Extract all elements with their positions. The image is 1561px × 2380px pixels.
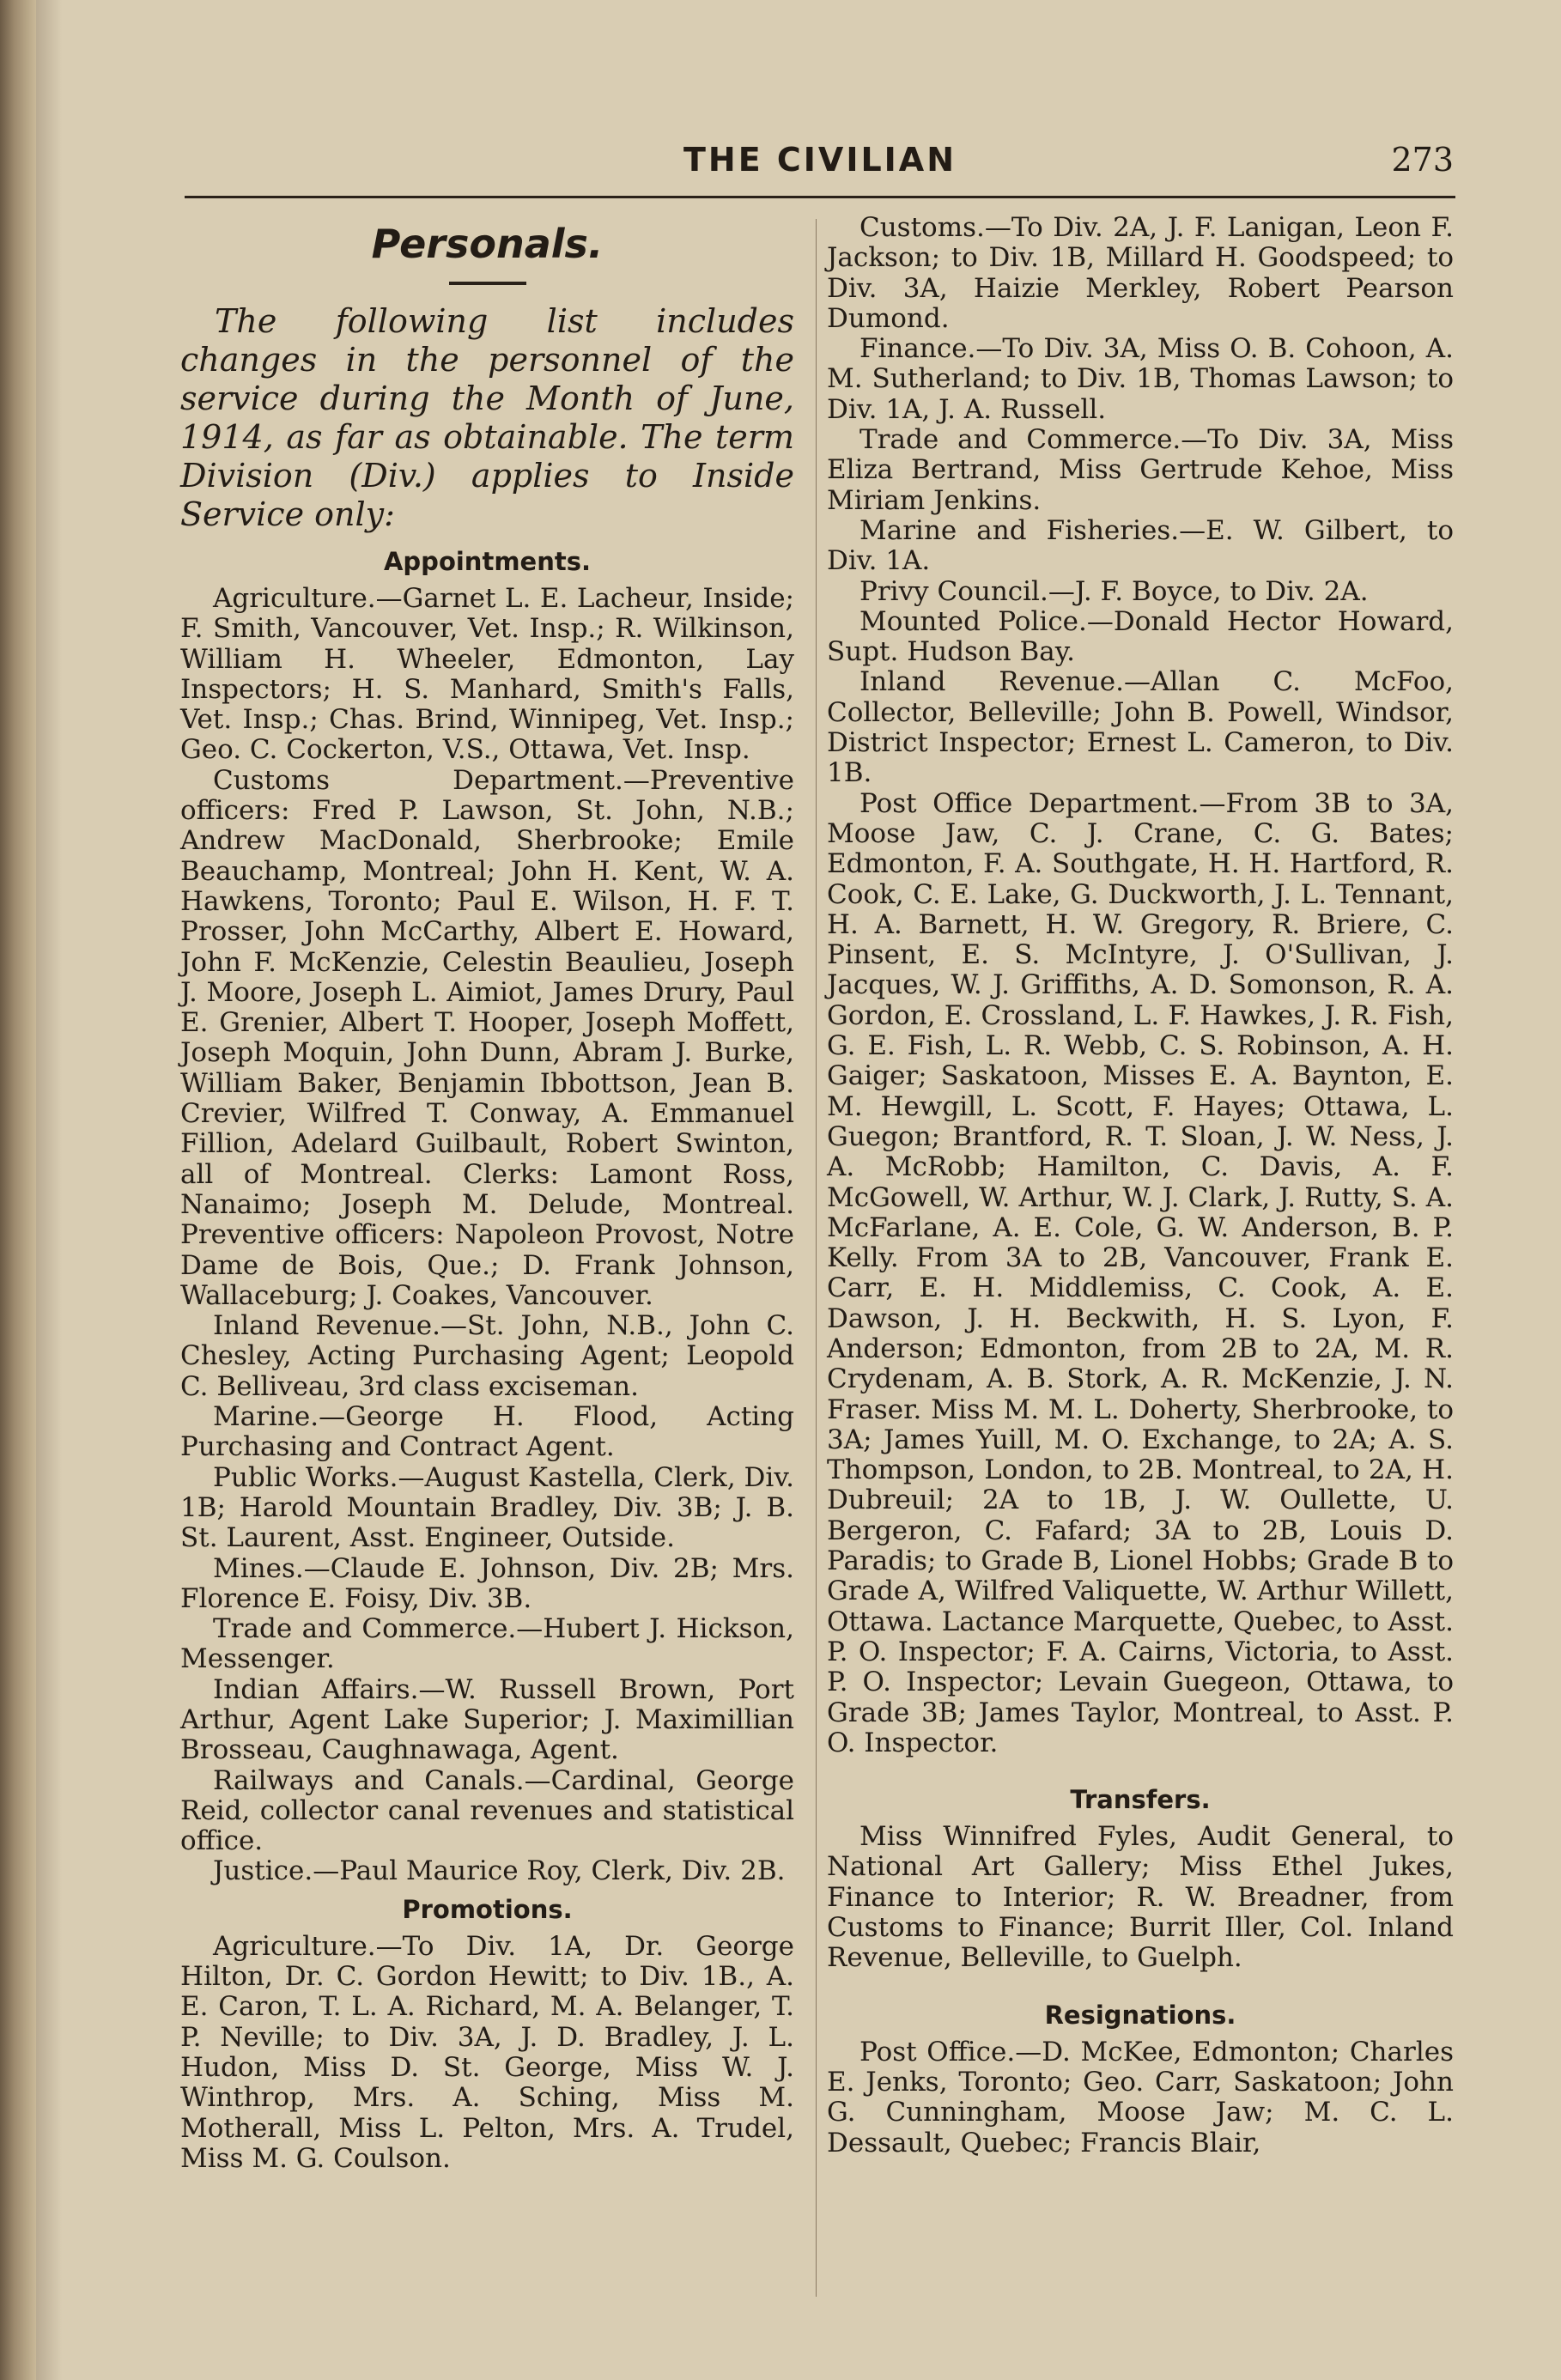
appointment-justice: Justice.—Paul Maurice Roy, Clerk, Div. 2B. bbox=[213, 1855, 786, 1887]
page-header bbox=[185, 139, 1455, 184]
promotion-mounted-police: Mounted Police.—Donald Hector Howard, Supt. Hudson Bay. bbox=[827, 605, 1454, 668]
transfers-heading: Transfers. bbox=[1070, 1785, 1211, 1815]
transfers-paragraph: Miss Winnifred Fyles, Audit General, to National Art Gallery; Miss Ethel Jukes, Finance to Interior; R. W. Breadner, from Customs to Finance; Burrit Iller, Col. Inland Revenue, Belleville, to Guelph. bbox=[827, 1821, 1454, 1974]
appointment-trade-commerce: Trade and Commerce.—Hubert J. Hickson, Messenger. bbox=[180, 1613, 794, 1675]
promotion-inland-revenue: Inland Revenue.—Allan C. McFoo, Collector, Belleville; John B. Powell, Windsor, District Inspector; Ernest L. Cameron, to Div. 1B. bbox=[827, 666, 1454, 789]
promotion-post-office: Post Office Department.—From 3B to 3A, Moose Jaw, C. J. Crane, C. G. Bates; Edmonton, F. A. Southgate, H. H. Hartford, R. Cook, C. E. Lake, G. Duckworth, J. L. Tennant, H. A. Barnett, H. W. Gregory, R. Briere, C. Pinsent, E. S. McIntyre, J. O'Sullivan, J. Jacques, W. J. Griffiths, A. D. Somonson, R. A. Gordon, E. Crossland, L. F. Hawkes, J. R. Fish, G. E. Fish, L. R. Webb, C. S. Robinson, A. H. Gaiger; Saskatoon, Misses E. A. Baynton, E. M. Hewgill, L. Scott, F. Hayes; Ottawa, L. Guegon; Brantford, R. T. Sloan, J. W. Ness, J. A. McRobb; Hamilton, C. Davis, A. F. McGowell, W. Arthur, W. J. Clark, J. Rutty, S. A. McFarlane, A. E. Cole, G. W. Anderson, B. P. Kelly. From 3A to 2B, Vancouver, Frank E. Carr, E. H. Middlemiss, C. Cook, A. E. Dawson, J. H. Beckwith, H. S. Lyon, F. Anderson; Edmonton, from 2B to 2A, M. R. Crydenam, A. B. Stork, A. R. McKenzie, J. N. Fraser. Miss M. M. L. Doherty, Sherbrooke, to 3A; James Yuill, M. O. Exchange, to 2A; A. S. Thompson, London, to 2B. Montreal, to 2A, H. Dubreuil; 2A to 1B, J. W. Oullette, U. Bergeron, C. Fafard; 3A to 2B, Louis D. Paradis; to Grade B, Lionel Hobbs; Grade B to Grade A, Wilfred Valiquette, W. Arthur Willett, Ottawa. Lactance Marquette, Quebec, to Asst. P. O. Inspector; F. A. Cairns, Victoria, to Asst. P. O. Inspector; Levain Guegeon, Ottawa, to Grade 3B; James Taylor, Montreal, to Asst. P. O. Inspector. bbox=[827, 787, 1454, 1758]
appointment-agriculture: Agriculture.—Garnet L. E. Lacheur, Inside; F. Smith, Vancouver, Vet. Insp.; R. Wilkinson, William H. Wheeler, Edmonton, Lay Inspectors; H. S. Manhard, Smith's Falls, Vet. Insp.; Chas. Brind, Winnipeg, Vet. Insp.; Geo. C. Cockerton, V.S., Ottawa, Vet. Insp. bbox=[180, 583, 794, 766]
promotion-trade-commerce: Trade and Commerce.—To Div. 3A, Miss Eliza Bertrand, Miss Gertrude Kehoe, Miss Miriam Jenkins. bbox=[827, 424, 1454, 516]
promotion-customs: Customs.—To Div. 2A, J. F. Lanigan, Leon F. Jackson; to Div. 1B, Millard H. Goodspeed; to Div. 3A, Haizie Merkley, Robert Pearson Dumond. bbox=[827, 212, 1454, 334]
page-number: 273 bbox=[1391, 141, 1454, 179]
section-gap bbox=[827, 1758, 1454, 1777]
appointment-customs: Customs Department.—Preventive officers: Fred P. Lawson, St. John, N.B.; Andrew MacDonald, Sherbrooke; Emile Beauchamp, Montreal; John H. Kent, W. A. Hawkens, Toronto; Paul E. Wilson, H. F. T. Prosser, John McCarthy, Albert E. Howard, John F. McKenzie, Celestin Beaulieu, Joseph J. Moore, Joseph L. Aimiot, James Drury, Paul E. Grenier, Albert T. Hooper, Joseph Moffett, Joseph Moquin, John Dunn, Abram J. Burke, William Baker, Benjamin Ibbottson, Jean B. Crevier, Wilfred T. Conway, A. Emmanuel Fillion, Adelard Guilbault, Robert Swinton, all of Montreal. Clerks: Lamont Ross, Nanaimo; Joseph M. Delude, Montreal. Preventive officers: Napoleon Provost, Notre Dame de Bois, Que.; D. Frank Johnson, Wallaceburg; J. Coakes, Vancouver. bbox=[180, 764, 794, 1311]
right-column bbox=[827, 213, 1454, 2158]
promotions-heading: Promotions. bbox=[402, 1894, 573, 1924]
appointment-inland-revenue: Inland Revenue.—St. John, N.B., John C. Chesley, Acting Purchasing Agent; Leopold C. Belliveau, 3rd class exciseman. bbox=[180, 1310, 794, 1402]
promotion-agriculture: Agriculture.—To Div. 1A, Dr. George Hilton, Dr. C. Gordon Hewitt; to Div. 1B., A. E. Caron, T. L. A. Richard, M. A. Belanger, T. P. Neville; to Div. 3A, J. D. Bradley, J. L. Hudon, Miss D. St. George, Miss W. J. Winthrop, Mrs. A. Sching, Miss M. Motherall, Miss L. Pelton, Mrs. A. Trudel, Miss M. G. Coulson. bbox=[180, 1930, 794, 2174]
appointment-marine: Marine.—George H. Flood, Acting Purchasing and Contract Agent. bbox=[180, 1401, 794, 1463]
column-divider bbox=[816, 219, 817, 2297]
appointment-public-works: Public Works.—August Kastella, Clerk, Div. 1B; Harold Mountain Bradley, Div. 3B; J. B. St. Laurent, Asst. Engineer, Outside. bbox=[180, 1461, 795, 1554]
left-column bbox=[180, 213, 794, 2174]
book-spine-shadow bbox=[0, 0, 36, 2380]
promotion-finance: Finance.—To Div. 3A, Miss O. B. Cohoon, A. M. Sutherland; to Div. 1B, Thomas Lawson; to Div. 1A, J. A. Russell. bbox=[827, 333, 1454, 425]
promotion-marine-fisheries: Marine and Fisheries.—E. W. Gilbert, to Div. 1A. bbox=[827, 514, 1454, 577]
section-gap bbox=[827, 1974, 1454, 1993]
appointments-heading: Appointments. bbox=[383, 547, 591, 576]
appointment-mines: Mines.—Claude E. Johnson, Div. 2B; Mrs. Florence E. Foisy, Div. 3B. bbox=[180, 1552, 794, 1614]
running-title: THE CIVILIAN bbox=[683, 141, 957, 179]
intro-paragraph: The following list includes changes in the personnel of the service during the Month of June, 1914, as far as obtainable. The term Division (Div.) applies to Inside Service only: bbox=[180, 302, 794, 533]
resignations-heading: Resignations. bbox=[1044, 2000, 1236, 2030]
appointment-indian-affairs: Indian Affairs.—W. Russell Brown, Port Arthur, Agent Lake Superior; J. Maximillian Brosseau, Caughnawaga, Agent. bbox=[180, 1673, 794, 1766]
header-rule bbox=[185, 196, 1455, 198]
appointment-railways-canals: Railways and Canals.—Cardinal, George Reid, collector canal revenues and statistical office. bbox=[180, 1764, 794, 1857]
resignations-paragraph: Post Office.—D. McKee, Edmonton; Charles E. Jenks, Toronto; Geo. Carr, Saskatoon; John G. Cunningham, Moose Jaw; M. C. L. Dessault, Quebec; Francis Blair, bbox=[827, 2036, 1454, 2158]
article-title: Personals. bbox=[371, 221, 604, 267]
title-rule bbox=[449, 282, 526, 285]
promotion-privy-council: Privy Council.—J. F. Boyce, to Div. 2A. bbox=[859, 575, 1369, 607]
gutter-shadow bbox=[36, 0, 62, 2380]
